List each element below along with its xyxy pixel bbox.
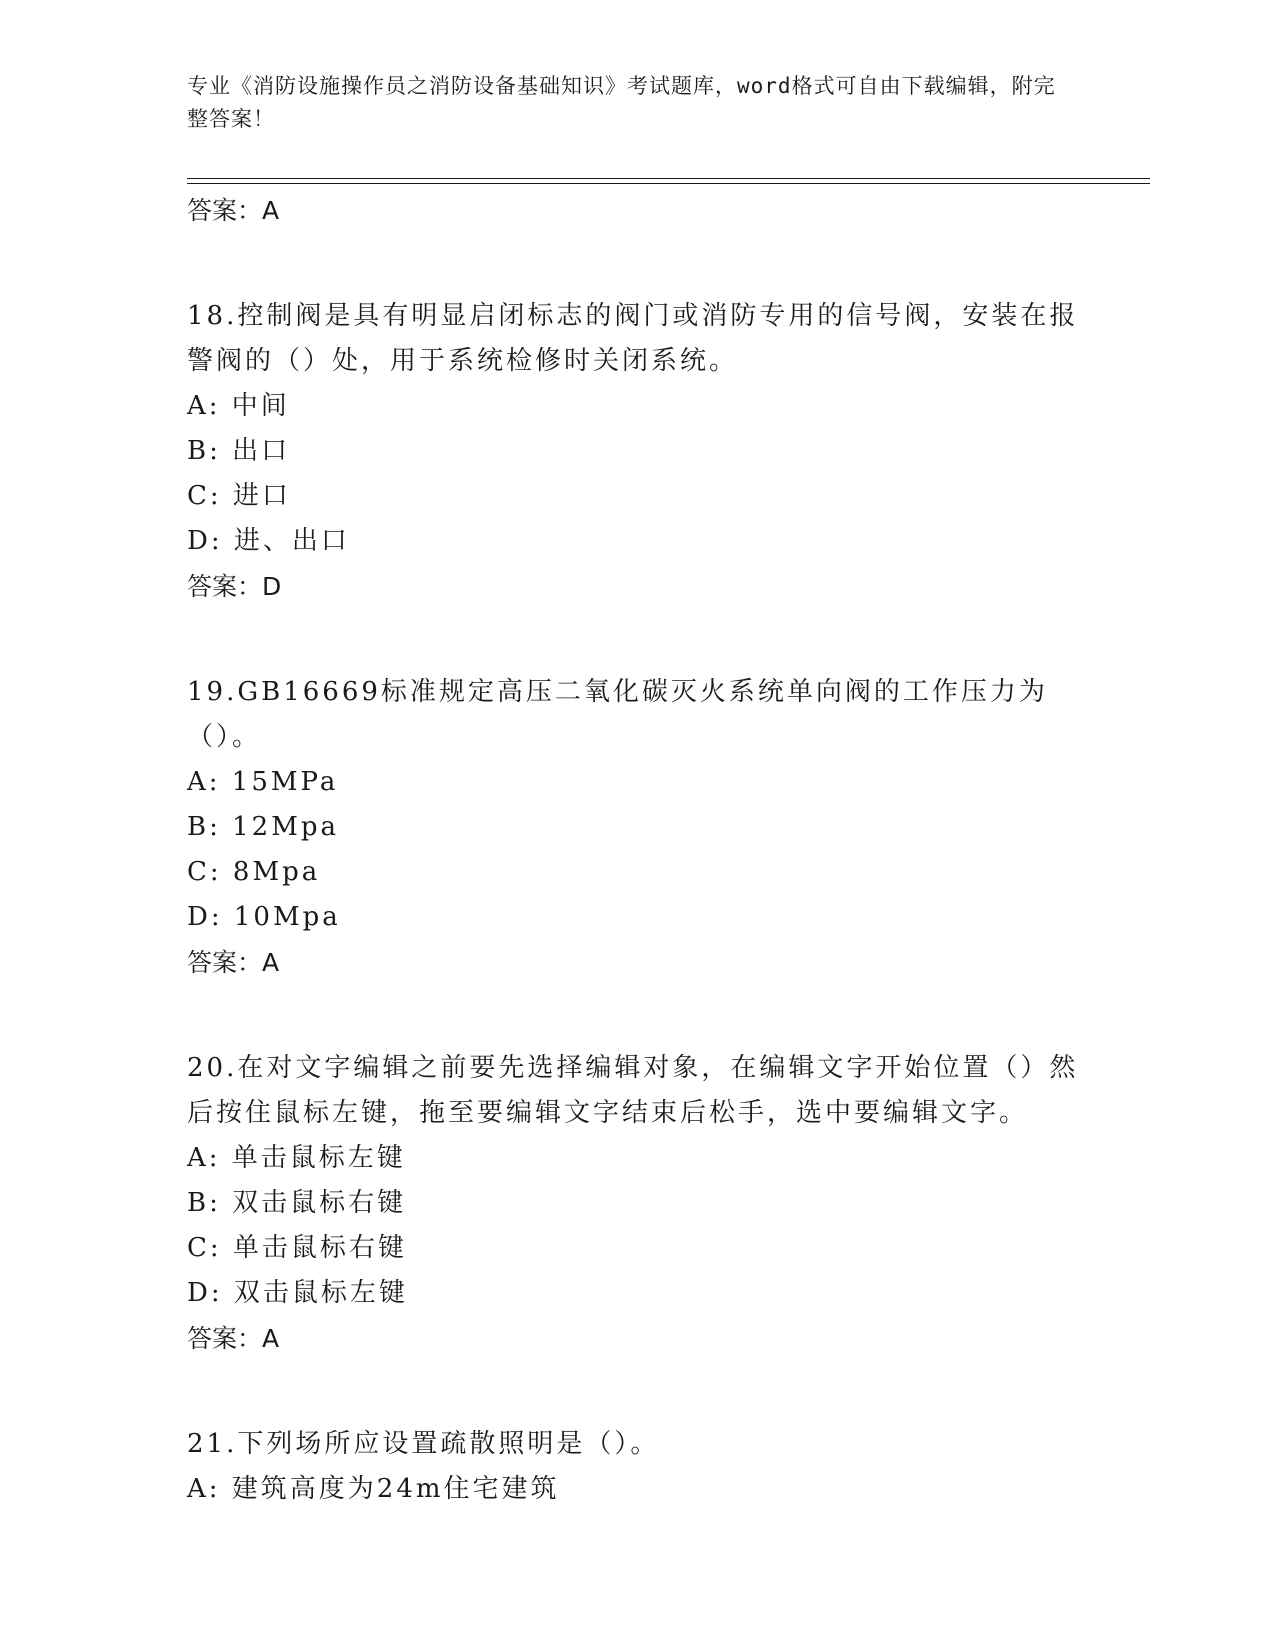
option-a: A: 单击鼠标左键 (187, 1143, 406, 1173)
question-text: 20.在对文字编辑之前要先选择编辑对象，在编辑文字开始位置（）然后按住鼠标左键，拖至要编辑文字结束后松手，选中要编辑文字。 (187, 1053, 1079, 1128)
question-list (187, 188, 1087, 1512)
header-divider-top (187, 178, 1150, 179)
question-text: 18.控制阀是具有明显启闭标志的阀门或消防专用的信号阀，安装在报警阀的（）处，用于系统检修时关闭系统。 (187, 301, 1079, 376)
option-b: B: 12Mpa (187, 812, 339, 842)
question-19 (187, 670, 1087, 986)
question-21 (187, 1422, 1087, 1512)
option-d: D: 双击鼠标左键 (187, 1278, 408, 1308)
option-b: B: 双击鼠标右键 (187, 1188, 407, 1218)
option-c: C: 进口 (187, 481, 291, 511)
answer-line: 答案：A (187, 1324, 280, 1353)
answer-line: 答案：A (187, 196, 280, 225)
option-a: A: 15MPa (187, 767, 339, 797)
document-header: 专业《消防设施操作员之消防设备基础知识》考试题库，word格式可自由下载编辑，附完整答案！ (187, 74, 1056, 131)
question-text: 19.GB16669标准规定高压二氧化碳灭火系统单向阀的工作压力为（）。 (187, 677, 1048, 752)
option-b: B: 出口 (187, 436, 291, 466)
question-text: 21.下列场所应设置疏散照明是（）。 (187, 1429, 660, 1459)
option-c: C: 单击鼠标右键 (187, 1233, 407, 1263)
option-c: C: 8Mpa (187, 857, 321, 887)
question-20 (187, 1046, 1087, 1362)
option-a: A: 建筑高度为24m住宅建筑 (187, 1474, 560, 1504)
option-d: D: 10Mpa (187, 902, 341, 932)
option-d: D: 进、出口 (187, 526, 350, 556)
answer-line: 答案：D (187, 572, 282, 601)
question-18 (187, 294, 1087, 610)
answer-line: 答案：A (187, 948, 280, 977)
option-a: A: 中间 (187, 391, 290, 421)
header-divider-bottom (187, 183, 1150, 184)
